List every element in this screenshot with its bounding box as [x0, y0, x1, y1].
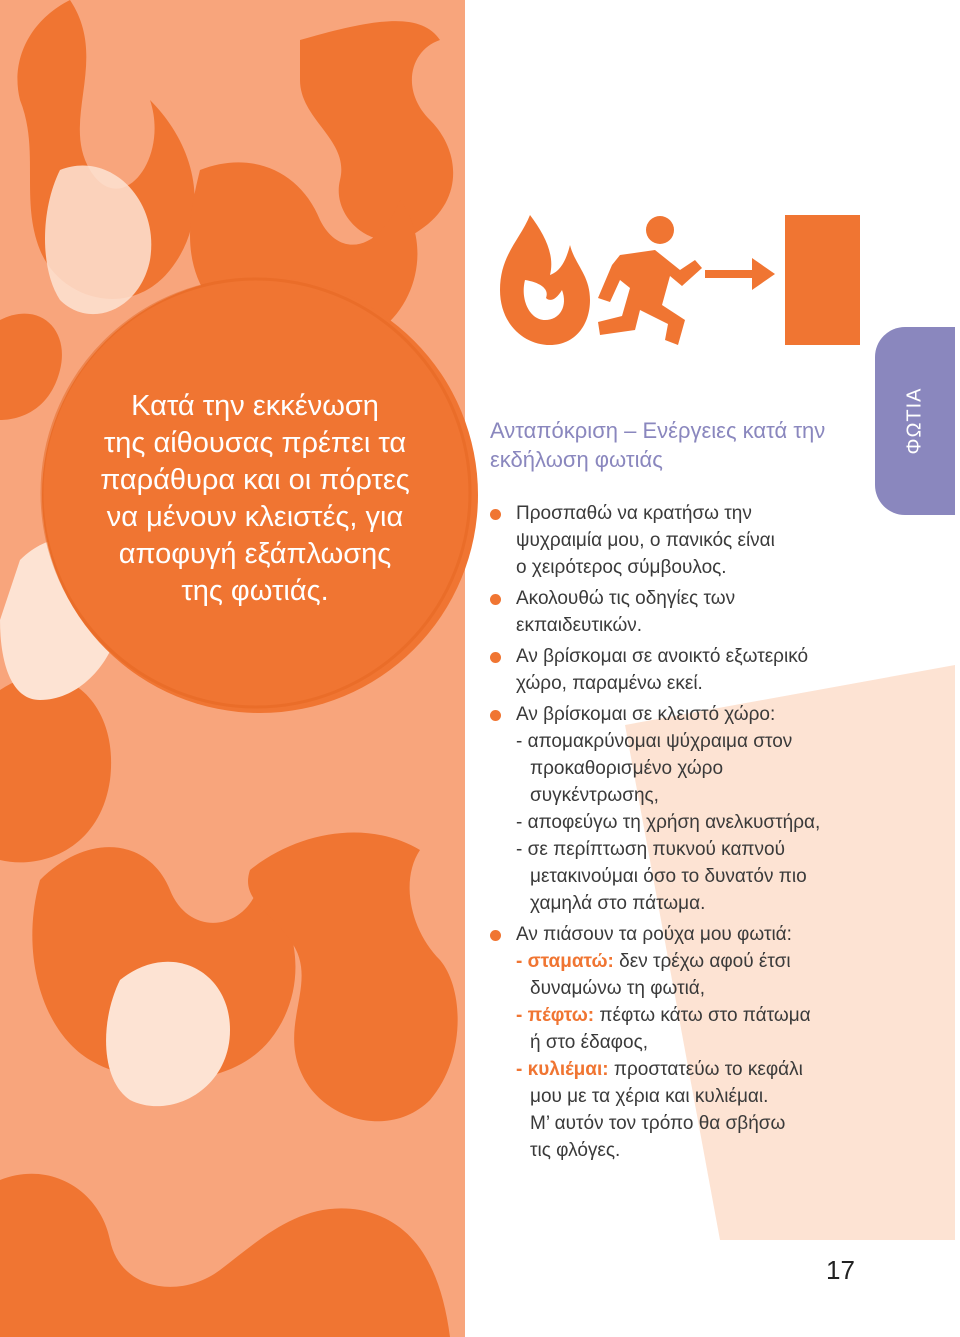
keyword: σταματώ: [527, 951, 614, 972]
step-text: Αν βρίσκομαι σε κλειστό χώρο: [516, 704, 776, 725]
list-item [490, 643, 890, 697]
bullet-icon [490, 710, 501, 721]
heading-line: Ανταπόκριση – Ενέργειες κατά την [490, 418, 826, 443]
page-number: 17 [826, 1255, 855, 1285]
keyword: πέφτω: [527, 1005, 595, 1026]
heading-line: εκδήλωση φωτιάς [490, 447, 663, 472]
running-person-icon [598, 216, 702, 345]
step-text: Ακολουθώ τις οδηγίες των [516, 588, 736, 609]
step-text: αποφεύγω τη χρήση ανελκυστήρα, [527, 812, 821, 833]
step-text: εκπαιδευτικών. [516, 615, 643, 636]
step-text: προστατεύω το κεφάλι [608, 1059, 803, 1080]
dash: - [516, 951, 523, 972]
list-item [490, 500, 890, 581]
dash: - [516, 839, 523, 860]
callout-line: της φωτιάς. [181, 575, 329, 607]
step-text: ψυχραιμία μου, ο πανικός είναι [516, 530, 775, 551]
step-text: μου με τα χέρια και κυλιέμαι. [530, 1086, 769, 1107]
section-heading [490, 416, 870, 474]
step-text: ο χειρότερος σύμβουλος. [516, 557, 727, 578]
step-text: τις φλόγες. [530, 1140, 621, 1161]
step-text: προκαθορισμένο χώρο [530, 758, 724, 779]
list-item [490, 585, 890, 639]
callout-line: παράθυρα και οι πόρτες [100, 464, 410, 496]
dash: - [516, 1059, 523, 1080]
list-item [490, 921, 890, 1164]
dash: - [516, 1005, 523, 1026]
step-text: συγκέντρωσης, [530, 785, 659, 806]
step-text: Προσπαθώ να κρατήσω την [516, 503, 752, 524]
section-tab-label: ΦΩΤΙΑ [903, 387, 926, 455]
step-text: Μ’ αυτόν τον τρόπο θα σβήσω [530, 1113, 786, 1134]
callout-line: της αίθουσας πρέπει τα [103, 427, 407, 459]
dash: - [516, 812, 523, 833]
bullet-icon [490, 652, 501, 663]
list-item [490, 701, 890, 917]
step-text: δεν τρέχω αφού έτσι [613, 951, 791, 972]
callout-line: αποφυγή εξάπλωσης [118, 538, 392, 570]
step-text: μετακινούμαι όσο το δυνατόν πιο [530, 866, 807, 887]
fire-response-list [490, 500, 890, 1168]
bullet-icon [490, 594, 501, 605]
keyword: κυλιέμαι: [527, 1059, 609, 1080]
step-text: ή στο έδαφος, [530, 1032, 649, 1053]
callout-line: να μένουν κλειστές, για [106, 501, 404, 533]
step-text: Αν βρίσκομαι σε ανοικτό εξωτερικό [516, 646, 809, 667]
arrow-right-icon [705, 258, 775, 290]
exit-door-icon [785, 215, 860, 345]
dash: - [516, 731, 523, 752]
fire-exit-pictogram [490, 210, 870, 350]
bullet-icon [490, 930, 501, 941]
step-text: σε περίπτωση πυκνού καπνού [527, 839, 785, 860]
step-text: Αν πιάσουν τα ρούχα μου φωτιά: [516, 924, 792, 945]
bullet-icon [490, 509, 501, 520]
callout-line: Κατά την εκκένωση [131, 390, 379, 422]
step-text: χώρο, παραμένω εκεί. [516, 673, 703, 694]
step-text: απομακρύνομαι ψύχραιμα στον [527, 731, 793, 752]
section-tab [875, 327, 955, 515]
step-text: δυναμώνω τη φωτιά, [530, 978, 706, 999]
step-text: πέφτω κάτω στο πάτωμα [594, 1005, 811, 1026]
step-text: χαμηλά στο πάτωμα. [530, 893, 706, 914]
flame-icon [500, 215, 590, 345]
evacuation-callout [70, 388, 440, 610]
